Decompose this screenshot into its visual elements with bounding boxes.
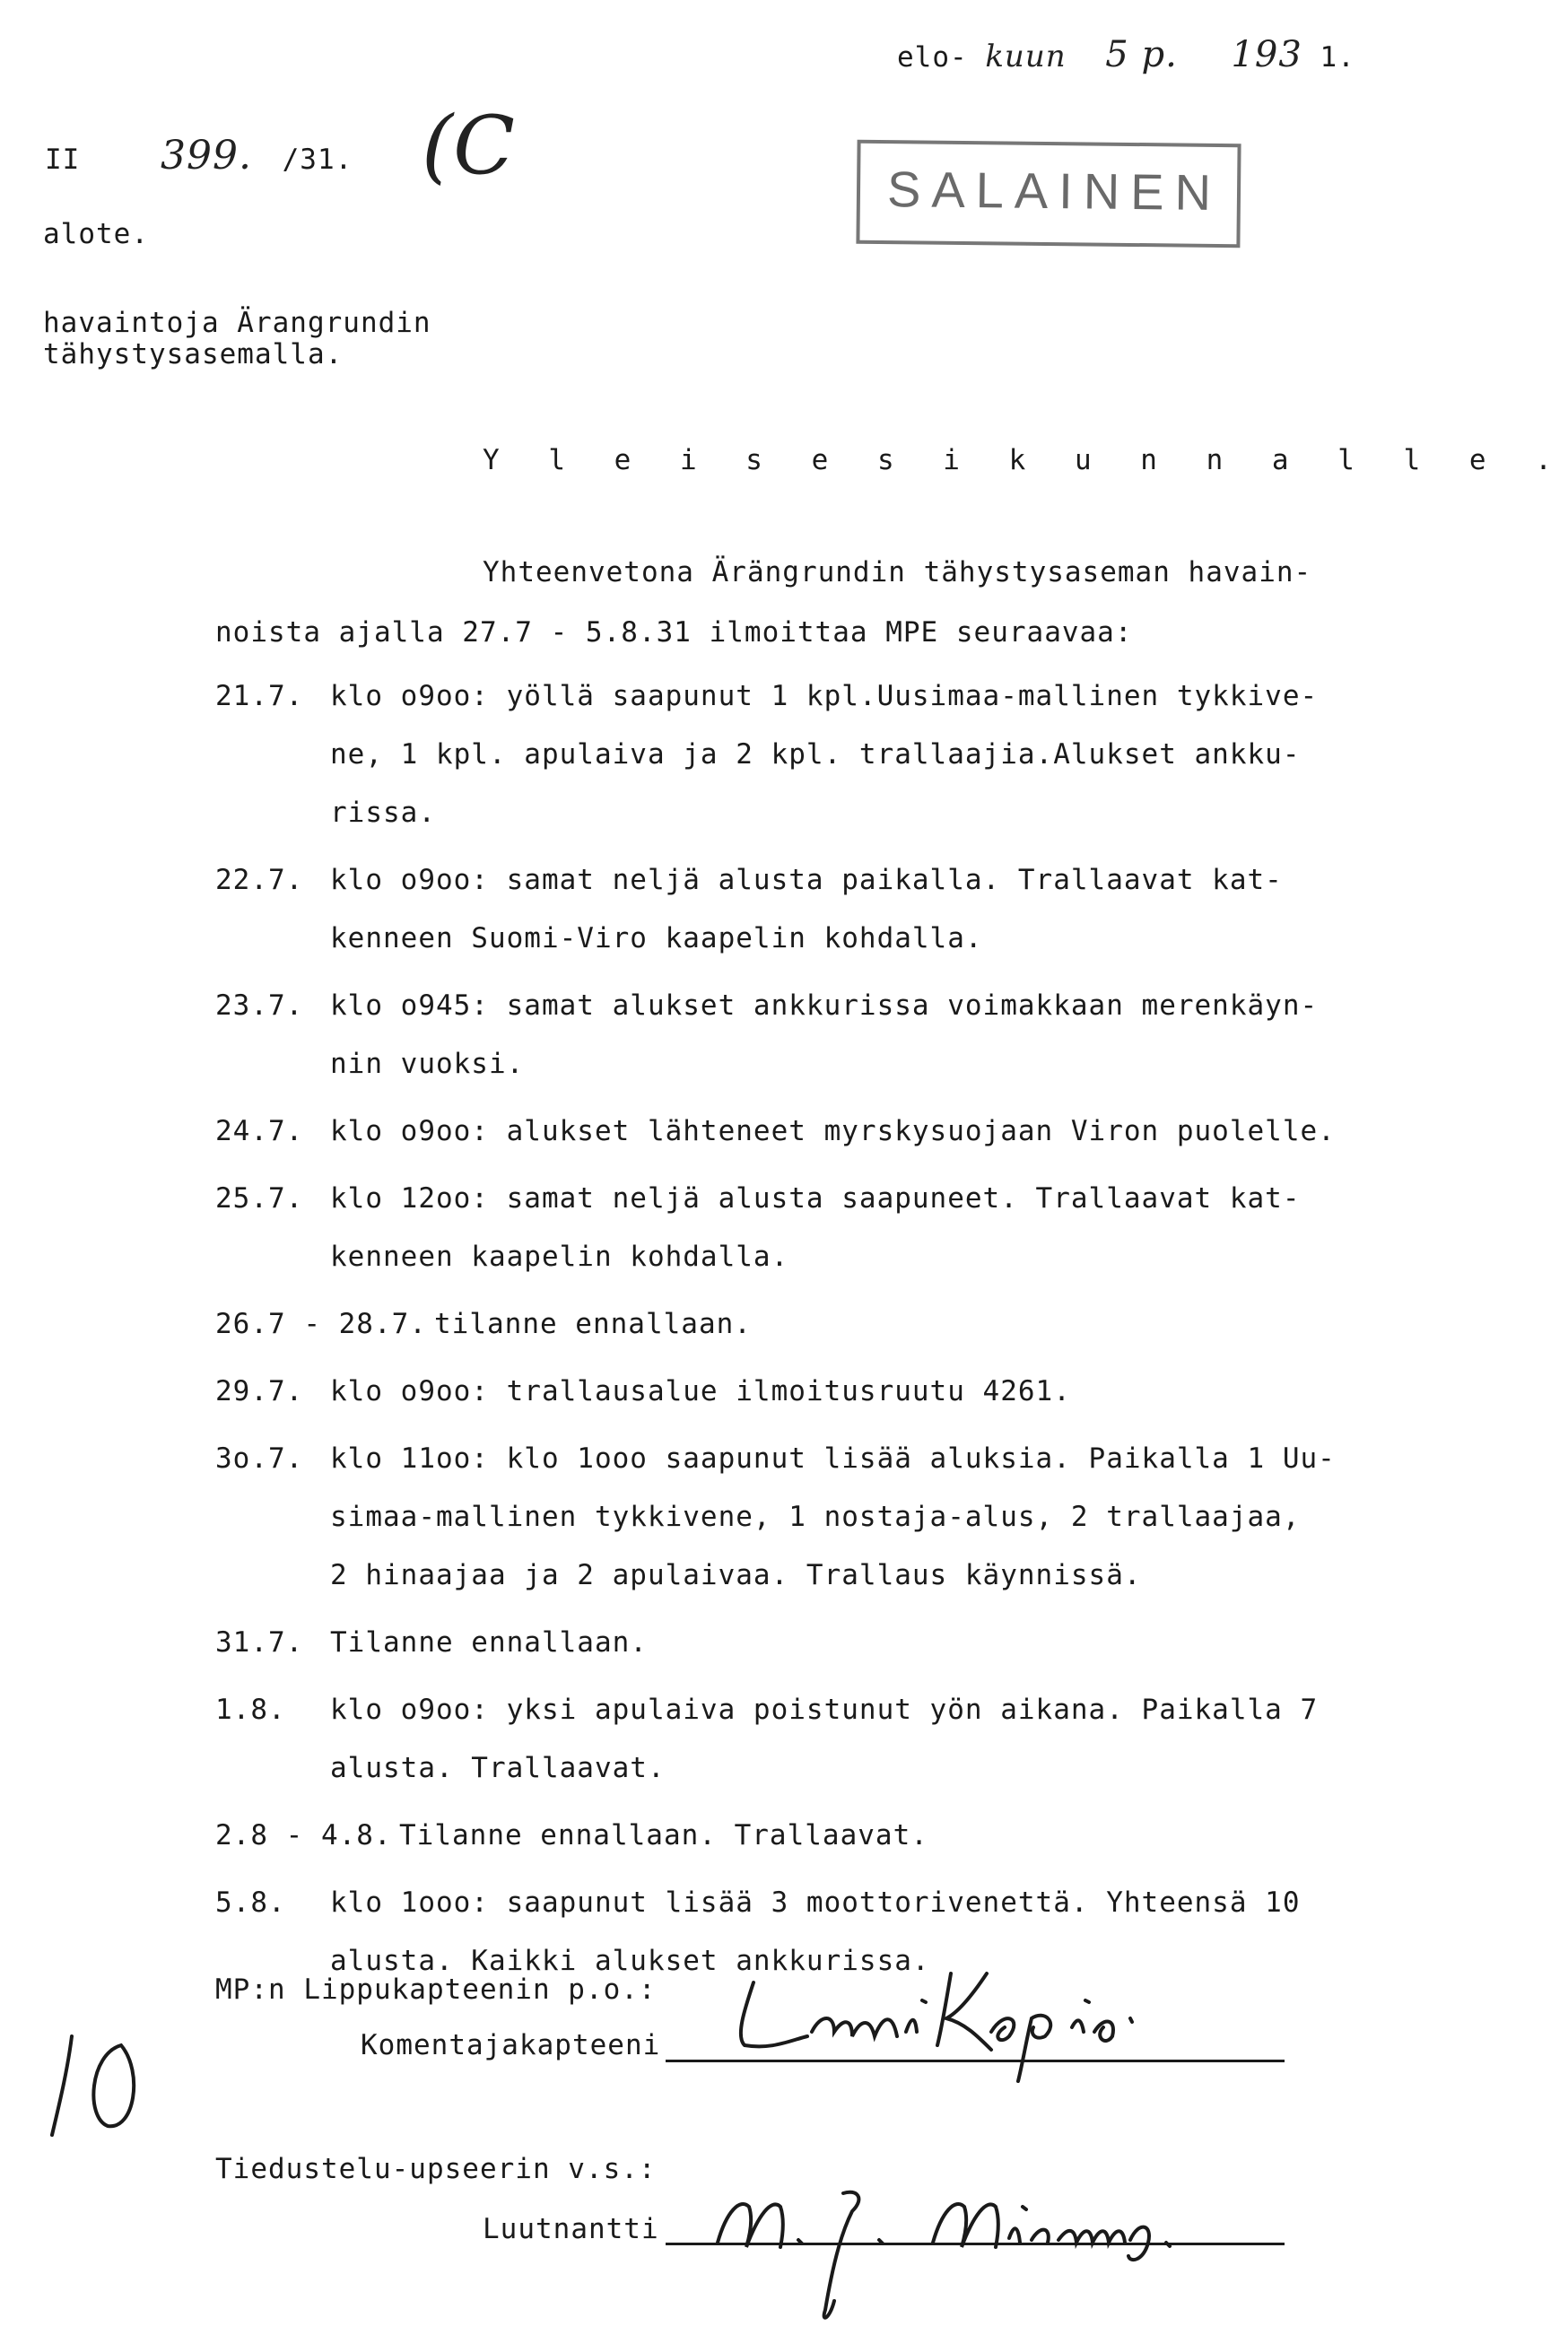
entry-text-line: 2 hinaajaa ja 2 apulaivaa. Trallaus käynnissä. [330, 1559, 1142, 1591]
signature-1-label: MP:n Lippukapteenin p.o.: [215, 1973, 657, 2006]
entry-text-line: kenneen kaapelin kohdalla. [330, 1241, 789, 1273]
section-label: II [45, 144, 81, 176]
entry-date: 21.7. [215, 680, 304, 712]
entry-date: 1.8. [215, 1694, 286, 1726]
entry-text-line: klo 12oo: samat neljä alusta saapuneet. Trallaavat kat- [330, 1182, 1301, 1215]
entry-date: 25.7. [215, 1182, 304, 1215]
entry-date: 26.7 - 28.7. [215, 1308, 427, 1340]
date-year-suffix: 1. [1320, 41, 1355, 74]
signature-1-title: Komentajakapteeni [361, 2029, 661, 2061]
entry-text-line: klo o9oo: samat neljä alusta paikalla. Trallaavat kat- [330, 864, 1283, 896]
date-year-handwritten: 193 [1231, 34, 1302, 75]
document-type: alote. [43, 218, 149, 250]
entry-date: 5.8. [215, 1886, 286, 1919]
entry-text-line: klo o9oo: trallausalue ilmoitusruutu 4261. [330, 1375, 1071, 1407]
margin-mark-handwriting [36, 2018, 170, 2144]
number-suffix: /31. [282, 144, 353, 176]
entry-text-line: Tilanne ennallaan. [330, 1626, 648, 1659]
stamp-text: SALAINEN [886, 161, 1223, 222]
entry-text-line: klo o9oo: yksi apulaiva poistunut yön aikana. Paikalla 7 [330, 1694, 1319, 1726]
entry-date: 3o.7. [215, 1442, 304, 1475]
date-month-handwritten: kuun [985, 39, 1067, 74]
intro-line-2: noista ajalla 27.7 - 5.8.31 ilmoittaa MPE seuraavaa: [215, 616, 1133, 649]
entry-date: 23.7. [215, 989, 304, 1022]
entry-text-line: klo o9oo: alukset lähteneet myrskysuojaan Viron puolelle. [330, 1115, 1336, 1147]
entry-date: 2.8 - 4.8. [215, 1819, 392, 1851]
entry-text-line: tilanne ennallaan. [434, 1308, 752, 1340]
addressee-heading: Y l e i s e s i k u n n a l l e . [483, 444, 1568, 476]
signature-2-label: Tiedustelu-upseerin v.s.: [215, 2153, 657, 2185]
signature-1-handwriting [718, 1947, 1220, 2063]
document-number [45, 133, 353, 179]
entry-date: 22.7. [215, 864, 304, 896]
entry-text-line: simaa-mallinen tykkivene, 1 nostaja-alus, 2 trallaajaa, [330, 1501, 1301, 1533]
entry-text-line: rissa. [330, 797, 436, 829]
date-prefix: elo- [897, 41, 968, 74]
number-handwritten: 399. [161, 133, 252, 179]
entry-text-line: Tilanne ennallaan. Trallaavat. [399, 1819, 928, 1851]
entry-text-line: klo o9oo: yöllä saapunut 1 kpl.Uusimaa-mallinen tykkive- [330, 680, 1319, 712]
entry-date: 31.7. [215, 1626, 304, 1659]
entry-text-line: ne, 1 kpl. apulaiva ja 2 kpl. trallaajia.Alukset ankku- [330, 738, 1301, 771]
entry-text-line: klo 1ooo: saapunut lisää 3 moottorivenettä. Yhteensä 10 [330, 1886, 1301, 1919]
intro-line-1: Yhteenvetona Ärängrundin tähystysaseman havain- [483, 556, 1312, 588]
entry-date: 24.7. [215, 1115, 304, 1147]
signature-2-handwriting [700, 2157, 1274, 2328]
signature-2-title: Luutnantti [483, 2213, 659, 2245]
entry-text-line: klo 11oo: klo 1ooo saapunut lisää aluksia. Paikalla 1 Uu- [330, 1442, 1336, 1475]
entry-text-line: klo o945: samat alukset ankkurissa voimakkaan merenkäyn- [330, 989, 1319, 1022]
initial-handwritten: (C [422, 99, 515, 193]
subject-line-1: havaintoja Ärangrundin [43, 307, 431, 339]
classification-stamp [856, 140, 1241, 248]
subject-line-2: tähystysasemalla. [43, 338, 344, 370]
entry-text-line: kenneen Suomi-Viro kaapelin kohdalla. [330, 922, 983, 954]
entry-text-line: alusta. Trallaavat. [330, 1752, 666, 1784]
date-day-handwritten: 5 p. [1105, 34, 1178, 75]
entry-date: 29.7. [215, 1375, 304, 1407]
date-line [897, 34, 1355, 75]
entry-text-line: alusta. Kaikki alukset ankkurissa. [330, 1945, 930, 1977]
entry-text-line: nin vuoksi. [330, 1048, 525, 1080]
